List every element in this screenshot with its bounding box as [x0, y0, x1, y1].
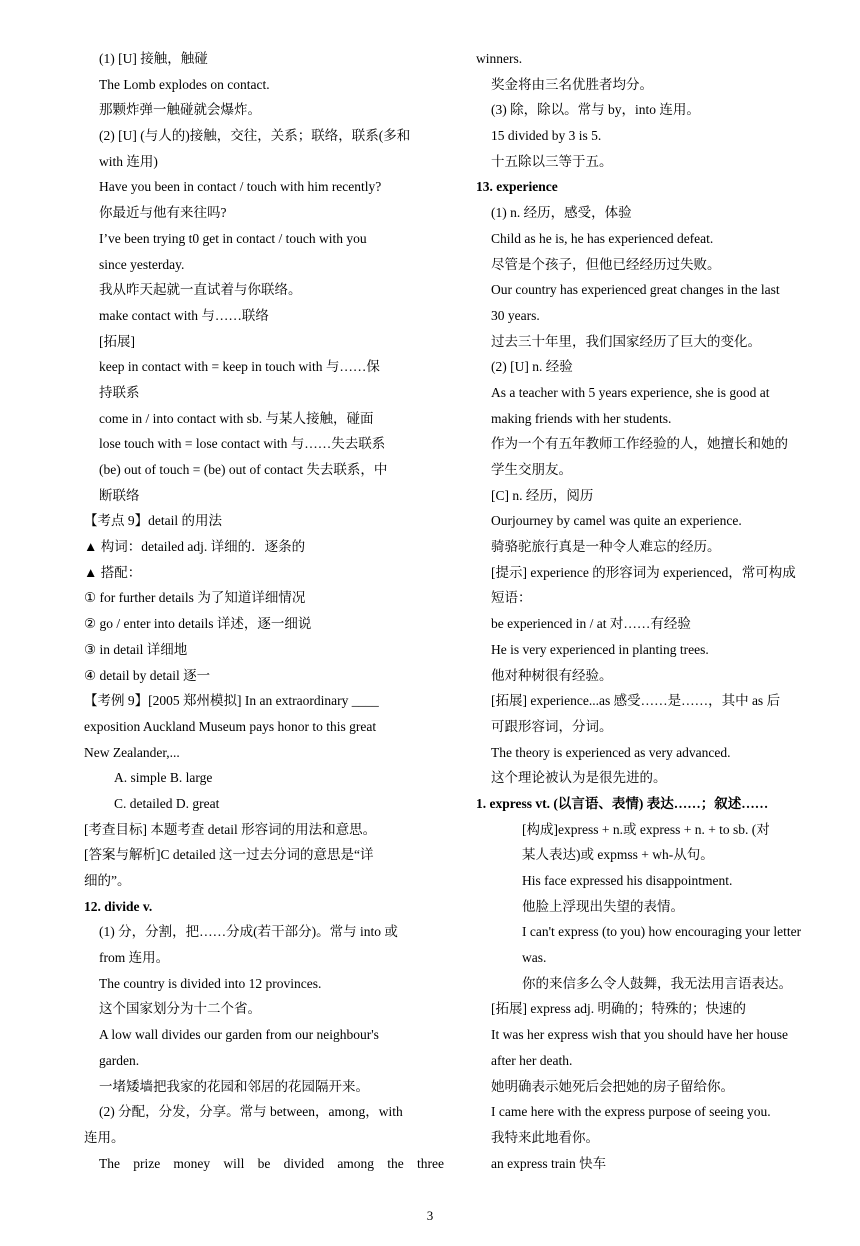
text-line: The country is divided into 12 provinces.	[99, 975, 322, 991]
text-line: [考查目标] 本题考查 detail 形容词的用法和意思。	[84, 821, 377, 837]
text-line: make contact with 与……联络	[99, 307, 269, 323]
text-line: ④ detail by detail 逐一	[84, 667, 211, 683]
text-line: exposition Auckland Museum pays honor to this great	[84, 718, 377, 734]
text-line: 她明确表示她死后会把她的房子留给你。	[491, 1078, 734, 1094]
text-line: 连用。	[84, 1129, 125, 1145]
text-line: The theory is experienced as very advanced.	[491, 744, 731, 760]
text-line: As a teacher with 5 years experience, she is good at	[491, 384, 770, 400]
text-line: [提示] experience 的形容词为 experienced，常可构成	[491, 564, 796, 580]
text-line: 这个理论被认为是很先进的。	[491, 770, 667, 786]
text-line: 学生交朋友。	[491, 462, 572, 477]
text-line: 30 years.	[491, 307, 540, 323]
page-number: 3	[426, 1208, 434, 1223]
text-line: lose touch with = lose contact with 与……失去联系	[99, 436, 386, 452]
text-line: [拓展]	[99, 333, 135, 349]
text-line: 你的来信多么令人鼓舞，我无法用言语表达。	[522, 975, 792, 991]
text-line: 那颗炸弹一触碰就会爆炸。	[99, 102, 261, 118]
text-line: (1) 分，分割，把……分成(若干部分)。常与 into 或	[99, 924, 398, 940]
text-line: C. detailed D. great	[114, 795, 220, 811]
text-line: New Zealander,...	[84, 744, 180, 760]
text-line: from 连用。	[99, 950, 170, 966]
text-line: 【考点 9】detail 的用法	[84, 513, 222, 529]
text-line: since yesterday.	[99, 256, 185, 272]
text-line: 你最近与他有来往吗?	[99, 205, 227, 221]
text-line: after her death.	[491, 1052, 573, 1068]
text-line: 一堵矮墙把我家的花园和邻居的花园隔开来。	[99, 1078, 369, 1094]
text-line: 断联络	[99, 487, 140, 503]
text-line: 我特来此地看你。	[491, 1129, 599, 1145]
text-line: I came here with the express purpose of seeing you.	[491, 1104, 771, 1120]
text-line: 持联系	[99, 384, 140, 400]
text-line: The Lomb explodes on contact.	[99, 76, 270, 92]
text-line: It was her express wish that you should have her house	[491, 1027, 788, 1043]
text-line: 某人表达)或 expmss + wh-从句。	[522, 847, 714, 863]
text-line: ③ in detail 详细地	[84, 641, 188, 657]
left-column	[84, 46, 444, 1176]
text-line: 【考例 9】[2005 郑州模拟] In an extraordinary ____	[84, 693, 379, 709]
text-line: 细的”。	[84, 873, 131, 888]
text-line: (1) [U] 接触，触碰	[99, 51, 208, 66]
text-line: [构成]express + n.或 express + n. + to sb. (对	[522, 821, 770, 837]
text-line: 1. express vt. (以言语、表情) 表达……；叙述……	[476, 795, 769, 811]
text-line: 短语：	[491, 590, 532, 606]
text-line: (3) 除，除以。常与 by，into 连用。	[491, 102, 700, 118]
text-line: A low wall divides our garden from our neighbour's	[99, 1027, 379, 1043]
text-line: ▲ 构词：detailed adj. 详细的．逐条的	[84, 539, 306, 555]
text-line: 可跟形容词，分词。	[491, 718, 613, 734]
text-line: 奖金将由三名优胜者均分。	[491, 76, 653, 92]
text-line: keep in contact with = keep in touch with 与……保	[99, 359, 380, 375]
text-line: come in / into contact with sb. 与某人接触，碰面	[99, 410, 374, 426]
text-line: 他脸上浮现出失望的表情。	[522, 898, 684, 914]
text-line: (2) [U] (与人的)接触，交往，关系；联络，联系(多和	[99, 128, 411, 144]
text-line: Ourjourney by camel was quite an experience.	[491, 513, 742, 529]
text-line: was.	[522, 950, 547, 966]
text-line: garden.	[99, 1052, 140, 1068]
text-line: Child as he is, he has experienced defeat.	[491, 230, 714, 246]
text-line: 12. divide v.	[84, 898, 153, 914]
text-line: The prize money will be divided among the three	[99, 1155, 444, 1171]
text-line: Our country has experienced great changes in the last	[491, 282, 780, 298]
text-line: be experienced in / at 对……有经验	[491, 616, 691, 632]
text-line: I’ve been trying t0 get in contact / touch with you	[99, 230, 367, 246]
text-line: ② go / enter into details 详述，逐一细说	[84, 616, 312, 632]
right-column	[476, 46, 836, 1176]
text-line: Have you been in contact / touch with him recently?	[99, 179, 382, 195]
text-line: with 连用)	[99, 153, 158, 169]
text-line: 尽管是个孩子，但他已经经历过失败。	[491, 256, 721, 272]
text-line: 15 divided by 3 is 5.	[491, 128, 602, 144]
text-line: (2) [U] n. 经验	[491, 359, 573, 375]
text-line: His face expressed his disappointment.	[522, 873, 733, 888]
text-line: 过去三十年里，我们国家经历了巨大的变化。	[491, 333, 761, 349]
text-line: ▲ 搭配：	[84, 564, 142, 580]
text-line: 13. experience	[476, 179, 558, 195]
text-line: [拓展] express adj. 明确的；特殊的；快速的	[491, 1001, 746, 1017]
text-line: [拓展] experience...as 感受……是……，其中 as 后	[491, 693, 781, 709]
text-line: (be) out of touch = (be) out of contact 失去联系，中	[99, 462, 388, 477]
text-line: [C] n. 经历，阅历	[491, 487, 594, 503]
text-line: 他对种树很有经验。	[491, 667, 613, 683]
text-line: 骑骆驼旅行真是一种令人难忘的经历。	[491, 539, 721, 555]
text-line: making friends with her students.	[491, 410, 672, 426]
text-line: I can't express (to you) how encouraging your letter	[522, 924, 802, 940]
text-line: A. simple B. large	[114, 770, 213, 786]
text-line: ① for further details 为了知道详细情况	[84, 590, 306, 606]
text-line: [答案与解析]C detailed 这一过去分词的意思是“详	[84, 847, 374, 863]
text-line: 十五除以三等于五。	[491, 153, 613, 169]
text-line: 作为一个有五年教师工作经验的人，她擅长和她的	[491, 436, 788, 452]
text-line: 我从昨天起就一直试着与你联络。	[99, 282, 302, 298]
text-line: winners.	[476, 51, 523, 66]
text-line: (1) n. 经历，感受，体验	[491, 205, 632, 221]
text-line: He is very experienced in planting trees.	[491, 641, 709, 657]
text-line: (2) 分配，分发，分享。常与 between，among，with	[99, 1104, 403, 1120]
text-line: 这个国家划分为十二个省。	[99, 1001, 261, 1017]
text-line: an express train 快车	[491, 1155, 607, 1171]
